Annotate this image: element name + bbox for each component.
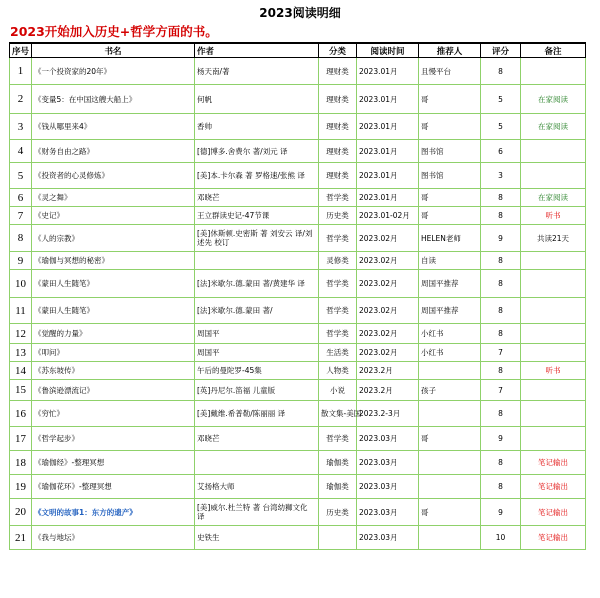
cell-no[interactable]: 12 [10, 324, 32, 344]
cell-author[interactable] [195, 252, 319, 270]
sheet-title: 2023阅读明细 [259, 6, 341, 20]
cell-date[interactable]: 2023.02月 [357, 298, 419, 324]
cell-recommender[interactable]: 哥 [419, 114, 481, 140]
cell-date[interactable]: 2023.03月 [357, 499, 419, 526]
cell-date[interactable]: 2023.01月 [357, 114, 419, 140]
cell-category[interactable]: 历史类 [319, 499, 357, 526]
cell-book[interactable]: 《变量5：在中国这艘大船上》 [32, 85, 195, 114]
cell-recommender[interactable]: 孩子 [419, 380, 481, 401]
cell-no[interactable]: 14 [10, 362, 32, 380]
cell-book[interactable]: 《史记》 [32, 207, 195, 225]
cell-author[interactable]: [法]米歇尔.德.蒙田 著/ [195, 298, 319, 324]
cell-note[interactable] [521, 163, 586, 189]
cell-note[interactable] [521, 252, 586, 270]
cell-no[interactable]: 8 [10, 225, 32, 252]
reading-table [9, 42, 586, 550]
cell-category[interactable]: 散文集-美国 [319, 401, 357, 427]
cell-note[interactable] [521, 140, 586, 163]
cell-date[interactable]: 2023.02月 [357, 225, 419, 252]
cell-author[interactable]: 香帅 [195, 114, 319, 140]
table-row[interactable] [10, 114, 586, 140]
cell-score[interactable]: 5 [481, 114, 521, 140]
cell-author[interactable]: 周国平 [195, 324, 319, 344]
cell-note[interactable] [521, 344, 586, 362]
table-row[interactable] [10, 499, 586, 526]
cell-date[interactable]: 2023.01-02月 [357, 207, 419, 225]
cell-no[interactable]: 20 [10, 499, 32, 526]
table-row[interactable] [10, 324, 586, 344]
cell-date[interactable]: 2023.03月 [357, 427, 419, 451]
cell-no[interactable]: 17 [10, 427, 32, 451]
cell-score[interactable]: 8 [481, 58, 521, 85]
cell-recommender[interactable]: 且慢平台 [419, 58, 481, 85]
cell-recommender[interactable]: 周国平推荐 [419, 270, 481, 298]
cell-recommender[interactable]: 哥 [419, 189, 481, 207]
cell-category[interactable]: 理财类 [319, 58, 357, 85]
cell-no[interactable]: 2 [10, 85, 32, 114]
cell-date[interactable]: 2023.2月 [357, 380, 419, 401]
cell-book[interactable]: 《叩问》 [32, 344, 195, 362]
cell-recommender[interactable] [419, 526, 481, 550]
cell-no[interactable]: 1 [10, 58, 32, 85]
cell-author[interactable]: [美]休斯顿.史密斯 著 刘安云 译/刘述先 校订 [195, 225, 319, 252]
cell-note[interactable] [521, 270, 586, 298]
cell-category[interactable]: 理财类 [319, 114, 357, 140]
cell-date[interactable]: 2023.03月 [357, 526, 419, 550]
cell-note[interactable]: 笔记输出 [521, 475, 586, 499]
cell-book[interactable]: 《觉醒的力量》 [32, 324, 195, 344]
table-row[interactable] [10, 58, 586, 85]
cell-no[interactable]: 11 [10, 298, 32, 324]
cell-score[interactable]: 9 [481, 225, 521, 252]
cell-recommender[interactable]: HELEN老师 [419, 225, 481, 252]
cell-recommender[interactable] [419, 475, 481, 499]
cell-date[interactable]: 2023.2-3月 [357, 401, 419, 427]
cell-date[interactable]: 2023.01月 [357, 140, 419, 163]
table-row[interactable] [10, 207, 586, 225]
cell-recommender[interactable]: 小红书 [419, 344, 481, 362]
cell-recommender[interactable]: 自读 [419, 252, 481, 270]
cell-score[interactable]: 9 [481, 499, 521, 526]
cell-no[interactable]: 16 [10, 401, 32, 427]
cell-book[interactable]: 《财务自由之路》 [32, 140, 195, 163]
sheet-subtitle: 2023开始加入历史+哲学方面的书。 [10, 24, 218, 39]
cell-book[interactable]: 《钱从哪里来4》 [32, 114, 195, 140]
cell-book[interactable]: 《人的宗教》 [32, 225, 195, 252]
cell-book[interactable]: 《投资者的心灵修炼》 [32, 163, 195, 189]
cell-category[interactable]: 瑜伽类 [319, 475, 357, 499]
cell-score[interactable]: 5 [481, 85, 521, 114]
header-date[interactable]: 阅读时间 [357, 43, 419, 58]
cell-note[interactable] [521, 324, 586, 344]
cell-note[interactable] [521, 401, 586, 427]
cell-score[interactable]: 3 [481, 163, 521, 189]
cell-date[interactable]: 2023.02月 [357, 252, 419, 270]
cell-book[interactable]: 《蒙田人生随笔》 [32, 270, 195, 298]
cell-category[interactable]: 历史类 [319, 207, 357, 225]
cell-date[interactable]: 2023.01月 [357, 58, 419, 85]
cell-note[interactable]: 在家阅读 [521, 85, 586, 114]
cell-author[interactable]: [英]丹尼尔.笛福 儿童版 [195, 380, 319, 401]
cell-recommender[interactable]: 哥 [419, 85, 481, 114]
cell-recommender[interactable]: 小红书 [419, 324, 481, 344]
cell-author[interactable]: 杨天南/著 [195, 58, 319, 85]
cell-author[interactable]: 史铁生 [195, 526, 319, 550]
cell-author[interactable]: [美]威尔.杜兰特 著 台湾幼狮文化 译 [195, 499, 319, 526]
cell-score[interactable]: 8 [481, 270, 521, 298]
cell-category[interactable]: 人物类 [319, 362, 357, 380]
cell-category[interactable]: 生活类 [319, 344, 357, 362]
cell-category[interactable]: 哲学类 [319, 427, 357, 451]
table-row[interactable] [10, 140, 586, 163]
cell-note[interactable]: 共读21天 [521, 225, 586, 252]
cell-note[interactable]: 在家阅读 [521, 189, 586, 207]
header-no[interactable]: 序号 [10, 43, 32, 58]
cell-book[interactable]: 《穷忙》 [32, 401, 195, 427]
cell-score[interactable]: 10 [481, 526, 521, 550]
cell-category[interactable]: 理财类 [319, 140, 357, 163]
cell-score[interactable]: 9 [481, 427, 521, 451]
cell-author[interactable] [195, 451, 319, 475]
table-row[interactable] [10, 427, 586, 451]
cell-date[interactable]: 2023.2月 [357, 362, 419, 380]
cell-book[interactable]: 《瑜伽与冥想的秘密》 [32, 252, 195, 270]
cell-book[interactable]: 《蒙田人生随笔》 [32, 298, 195, 324]
cell-author[interactable]: [德]博多.舍费尔 著/刘元 译 [195, 140, 319, 163]
cell-note[interactable]: 在家阅读 [521, 114, 586, 140]
header-score[interactable]: 评分 [481, 43, 521, 58]
cell-no[interactable]: 13 [10, 344, 32, 362]
cell-score[interactable]: 8 [481, 362, 521, 380]
cell-recommender[interactable]: 哥 [419, 207, 481, 225]
cell-score[interactable]: 7 [481, 344, 521, 362]
cell-category[interactable]: 小说 [319, 380, 357, 401]
cell-score[interactable]: 7 [481, 380, 521, 401]
cell-note[interactable]: 笔记输出 [521, 451, 586, 475]
cell-note[interactable] [521, 380, 586, 401]
cell-date[interactable]: 2023.01月 [357, 85, 419, 114]
cell-book[interactable]: 《哲学起步》 [32, 427, 195, 451]
cell-score[interactable]: 8 [481, 475, 521, 499]
cell-author[interactable]: 周国平 [195, 344, 319, 362]
table-row[interactable] [10, 380, 586, 401]
cell-no[interactable]: 5 [10, 163, 32, 189]
cell-recommender[interactable]: 图书馆 [419, 163, 481, 189]
cell-recommender[interactable] [419, 451, 481, 475]
cell-date[interactable]: 2023.02月 [357, 324, 419, 344]
cell-category[interactable]: 瑜伽类 [319, 451, 357, 475]
cell-no[interactable]: 15 [10, 380, 32, 401]
cell-date[interactable]: 2023.01月 [357, 189, 419, 207]
cell-note[interactable] [521, 298, 586, 324]
header-category[interactable]: 分类 [319, 43, 357, 58]
cell-author[interactable]: 何帆 [195, 85, 319, 114]
cell-score[interactable]: 6 [481, 140, 521, 163]
cell-recommender[interactable]: 图书馆 [419, 140, 481, 163]
table-row[interactable] [10, 270, 586, 298]
table-row[interactable] [10, 225, 586, 252]
cell-book[interactable]: 《我与地坛》 [32, 526, 195, 550]
cell-recommender[interactable]: 哥 [419, 499, 481, 526]
table-row[interactable] [10, 526, 586, 550]
table-row[interactable] [10, 362, 586, 380]
table-row[interactable] [10, 344, 586, 362]
cell-no[interactable]: 9 [10, 252, 32, 270]
cell-date[interactable]: 2023.03月 [357, 475, 419, 499]
cell-note[interactable]: 听书 [521, 362, 586, 380]
cell-no[interactable]: 18 [10, 451, 32, 475]
cell-note[interactable] [521, 427, 586, 451]
header-author[interactable]: 作者 [195, 43, 319, 58]
table-row[interactable] [10, 163, 586, 189]
cell-book[interactable]: 《瑜伽花环》-整理冥想 [32, 475, 195, 499]
cell-author[interactable]: 邓晓芒 [195, 189, 319, 207]
cell-author[interactable]: 王立群读史记-47节课 [195, 207, 319, 225]
cell-book[interactable]: 《瑜伽经》-整理冥想 [32, 451, 195, 475]
cell-author[interactable]: [美]本.卡尔森 著 罗格速/张熊 译 [195, 163, 319, 189]
cell-no[interactable]: 6 [10, 189, 32, 207]
cell-category[interactable]: 哲学类 [319, 225, 357, 252]
cell-author[interactable]: [法]米歇尔.德.蒙田 著/黄建华 译 [195, 270, 319, 298]
table-row[interactable] [10, 475, 586, 499]
cell-recommender[interactable]: 周国平推荐 [419, 298, 481, 324]
header-row [10, 43, 586, 58]
cell-author[interactable]: [美]戴维.希普勒/陈丽丽 译 [195, 401, 319, 427]
cell-book[interactable]: 《一个投资家的20年》 [32, 58, 195, 85]
cell-score[interactable]: 8 [481, 298, 521, 324]
cell-category[interactable] [319, 526, 357, 550]
cell-author[interactable]: 艾扬格大师 [195, 475, 319, 499]
cell-category[interactable]: 理财类 [319, 163, 357, 189]
cell-no[interactable]: 3 [10, 114, 32, 140]
cell-score[interactable]: 8 [481, 324, 521, 344]
cell-recommender[interactable]: 哥 [419, 427, 481, 451]
cell-no[interactable]: 19 [10, 475, 32, 499]
cell-score[interactable]: 8 [481, 189, 521, 207]
cell-note[interactable]: 笔记输出 [521, 526, 586, 550]
table-row[interactable] [10, 401, 586, 427]
table-row[interactable] [10, 451, 586, 475]
cell-note[interactable]: 笔记输出 [521, 499, 586, 526]
cell-note[interactable] [521, 58, 586, 85]
cell-recommender[interactable] [419, 401, 481, 427]
cell-category[interactable]: 哲学类 [319, 270, 357, 298]
cell-category[interactable]: 哲学类 [319, 324, 357, 344]
cell-score[interactable]: 8 [481, 207, 521, 225]
cell-book[interactable]: 《鲁滨逊漂流记》 [32, 380, 195, 401]
table-row[interactable] [10, 252, 586, 270]
cell-recommender[interactable] [419, 362, 481, 380]
cell-category[interactable]: 理财类 [319, 85, 357, 114]
cell-author[interactable]: 午后的曼陀罗-45集 [195, 362, 319, 380]
cell-date[interactable]: 2023.01月 [357, 163, 419, 189]
cell-category[interactable]: 灵修类 [319, 252, 357, 270]
table-body [10, 58, 586, 550]
cell-author[interactable]: 邓晓芒 [195, 427, 319, 451]
cell-no[interactable]: 4 [10, 140, 32, 163]
header-book[interactable]: 书名 [32, 43, 195, 58]
cell-score[interactable]: 8 [481, 252, 521, 270]
table-row[interactable] [10, 298, 586, 324]
header-note[interactable]: 备注 [521, 43, 586, 58]
table-row[interactable] [10, 85, 586, 114]
cell-category[interactable]: 哲学类 [319, 189, 357, 207]
cell-date[interactable]: 2023.02月 [357, 270, 419, 298]
cell-score[interactable]: 8 [481, 451, 521, 475]
cell-book[interactable]: 《灵之舞》 [32, 189, 195, 207]
cell-date[interactable]: 2023.02月 [357, 344, 419, 362]
cell-book[interactable]: 《文明的故事1：东方的遗产》 [32, 499, 195, 526]
header-recommender[interactable]: 推荐人 [419, 43, 481, 58]
cell-score[interactable]: 8 [481, 401, 521, 427]
cell-no[interactable]: 7 [10, 207, 32, 225]
cell-date[interactable]: 2023.03月 [357, 451, 419, 475]
table-row[interactable] [10, 189, 586, 207]
cell-book[interactable]: 《苏东坡传》 [32, 362, 195, 380]
cell-category[interactable]: 哲学类 [319, 298, 357, 324]
cell-no[interactable]: 10 [10, 270, 32, 298]
cell-no[interactable]: 21 [10, 526, 32, 550]
cell-note[interactable]: 听书 [521, 207, 586, 225]
